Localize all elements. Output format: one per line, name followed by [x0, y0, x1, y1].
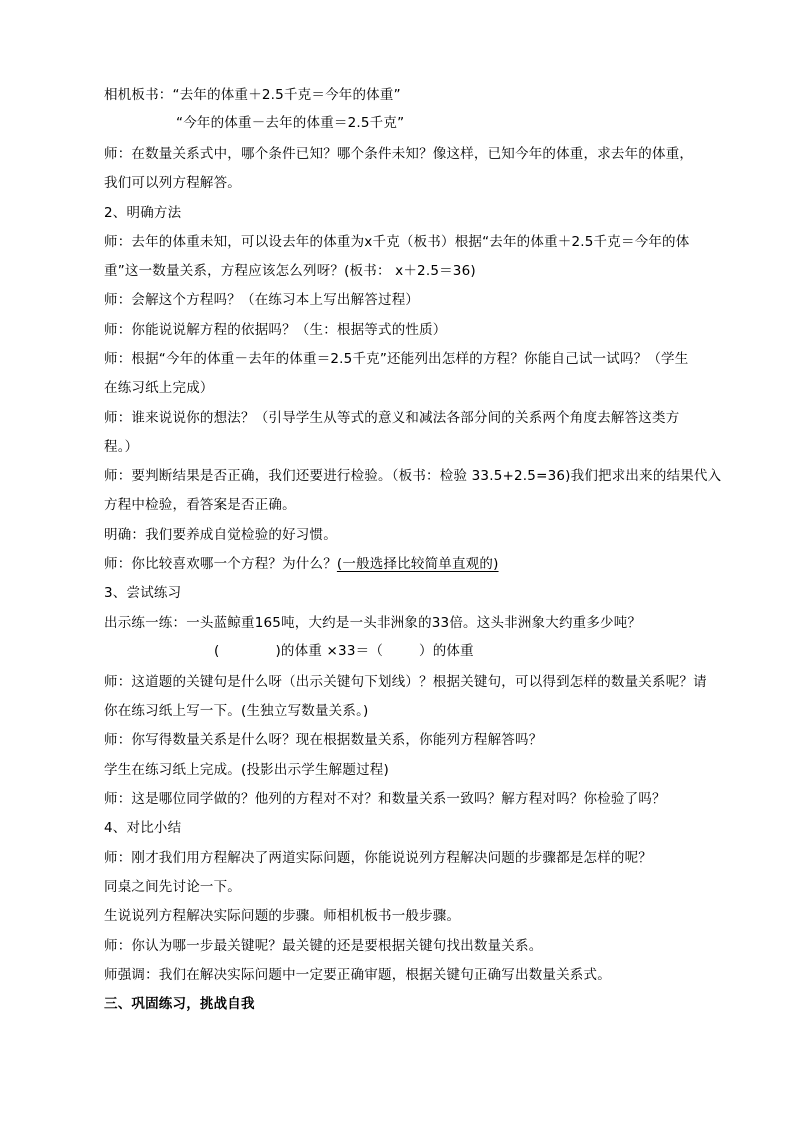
- section-heading-2: 2、明确方法: [104, 205, 182, 221]
- paragraph-line: 生说说列方程解决实际问题的步骤。师相机板书一般步骤。: [104, 908, 461, 924]
- paragraph-line: 同桌之间先讨论一下。: [104, 879, 241, 895]
- blank-open-paren: (: [214, 643, 220, 659]
- paragraph-line: 师：在数量关系式中，哪个条件已知？哪个条件未知？像这样，已知今年的体重，求去年的体重，: [104, 146, 694, 162]
- exercise-prompt: 出示练一练：一头蓝鲸重165吨，大约是一头非洲象的33倍。这头非洲象大约重多少吨？: [104, 615, 642, 631]
- underlined-answer: (一般选择比较简单直观的): [336, 556, 499, 572]
- equation-end: ）的体重: [419, 643, 474, 659]
- paragraph-line: 师：你能说说解方程的依据吗？（生：根据等式的性质）: [104, 322, 447, 338]
- paragraph-line: 师强调：我们在解决实际问题中一定要正确审题，根据关键句正确写出数量关系式。: [104, 967, 611, 983]
- paragraph-line: 师：这道题的关键句是什么呀（出示关键句下划线）？根据关键句，可以得到怎样的数量关系呢？请: [104, 674, 707, 690]
- paragraph-line: 重”这一数量关系，方程应该怎么列呀？(板书： x＋2.5＝36): [104, 263, 476, 279]
- paragraph-line: 明确：我们要养成自觉检验的好习惯。: [104, 527, 337, 543]
- paragraph-line: 学生在练习纸上完成。(投影出示学生解题过程): [104, 762, 389, 778]
- paragraph-line: 师：根据“今年的体重－去年的体重＝2.5千克”还能列出怎样的方程？你能自己试一试吗？（学生: [104, 351, 689, 367]
- paragraph-line: 你在练习纸上写一下。(生独立写数量关系。): [104, 703, 369, 719]
- question-text: 师：你比较喜欢哪一个方程？为什么？: [104, 556, 337, 572]
- paragraph-line: 师：要判断结果是否正确，我们还要进行检验。（板书：检验 33.5+2.5=36)我们把求出来的结果代入: [104, 468, 722, 484]
- equation-middle: )的体重 ×33＝（: [275, 643, 384, 659]
- section-heading-4: 4、对比小结: [104, 820, 182, 836]
- paragraph-line: 我们可以列方程解答。: [104, 175, 241, 191]
- paragraph-line: [104, 555, 704, 573]
- paragraph-line: 师：谁来说说你的想法？（引导学生从等式的意义和减法各部分间的关系两个角度去解答这类方: [104, 410, 680, 426]
- paragraph-line: 师：这是哪位同学做的？他列的方程对不对？和数量关系一致吗？解方程对吗？你检验了吗？: [104, 791, 666, 807]
- board-note-1: 相机板书：“去年的体重＋2.5千克＝今年的体重”: [104, 87, 401, 103]
- paragraph-line: 师：你写得数量关系是什么呀？现在根据数量关系，你能列方程解答吗？: [104, 732, 543, 748]
- paragraph-line: 师：会解这个方程吗？（在练习本上写出解答过程）: [104, 292, 420, 308]
- paragraph-line: 程。）: [104, 439, 139, 455]
- paragraph-line: 师：去年的体重未知，可以设去年的体重为x千克（板书）根据“去年的体重＋2.5千克＝今年的体: [104, 234, 690, 250]
- paragraph-line: 师：刚才我们用方程解决了两道实际问题，你能说说列方程解决问题的步骤都是怎样的呢？: [104, 850, 652, 866]
- paragraph-line: 在练习纸上完成）: [104, 380, 214, 396]
- paragraph-line: 方程中检验，看答案是否正确。: [104, 497, 296, 513]
- section-heading-3: 3、尝试练习: [104, 585, 182, 601]
- fill-blank-equation: [214, 642, 794, 660]
- section-heading-main: 三、巩固练习，挑战自我: [104, 996, 255, 1012]
- paragraph-line: 师：你认为哪一步最关键呢？最关键的还是要根据关键句找出数量关系。: [104, 938, 543, 954]
- board-note-2: “今年的体重－去年的体重＝2.5千克”: [176, 115, 405, 131]
